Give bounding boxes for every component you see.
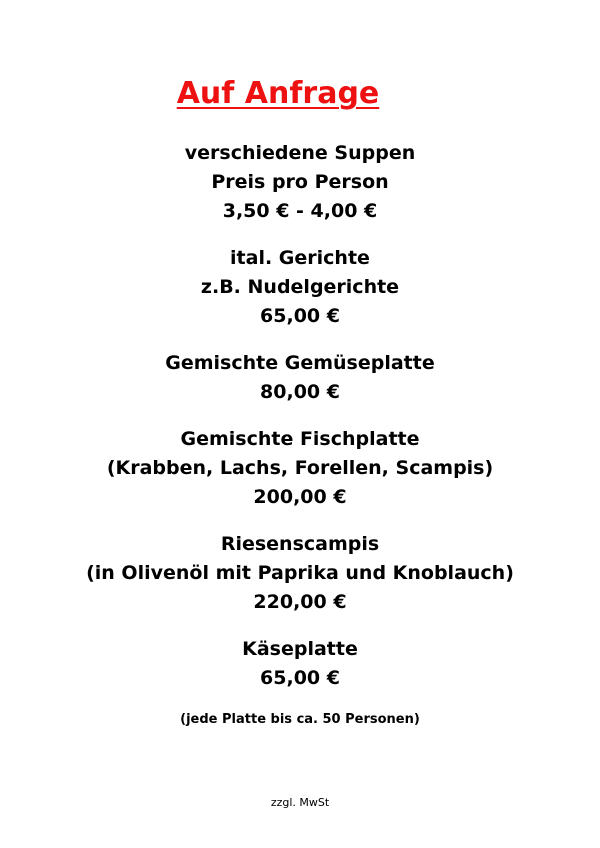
- item-name: Käseplatte: [242, 638, 358, 660]
- menu-item-vegetable-platter: [0, 349, 600, 407]
- item-detail: (in Olivenöl mit Paprika und Knoblauch): [86, 562, 514, 584]
- item-name: Riesenscampis: [220, 533, 380, 555]
- platter-note: (jede Platte bis ca. 50 Personen): [180, 712, 420, 727]
- item-price: 65,00 €: [260, 305, 340, 327]
- page-title: Auf Anfrage: [176, 76, 380, 111]
- item-price: 220,00 €: [253, 591, 347, 613]
- item-price: 3,50 € - 4,00 €: [222, 200, 378, 222]
- menu-item-cheese-platter: [0, 635, 600, 693]
- menu-item-giant-scampi: [0, 530, 600, 617]
- menu-item-soups: [0, 139, 600, 226]
- vat-footer: zzgl. MwSt: [270, 796, 330, 809]
- menu-item-fish-platter: [0, 425, 600, 512]
- item-price: 200,00 €: [253, 486, 347, 508]
- item-detail: (Krabben, Lachs, Forellen, Scampis): [106, 457, 494, 479]
- item-name: Gemischte Gemüseplatte: [165, 352, 435, 374]
- item-detail: z.B. Nudelgerichte: [200, 276, 400, 298]
- item-name: ital. Gerichte: [230, 247, 370, 269]
- item-name: Gemischte Fischplatte: [180, 428, 420, 450]
- item-detail: Preis pro Person: [211, 171, 389, 193]
- item-price: 65,00 €: [260, 667, 340, 689]
- menu-item-italian: [0, 244, 600, 331]
- item-price: 80,00 €: [260, 381, 340, 403]
- menu-list: [0, 139, 600, 711]
- item-name: verschiedene Suppen: [184, 142, 416, 164]
